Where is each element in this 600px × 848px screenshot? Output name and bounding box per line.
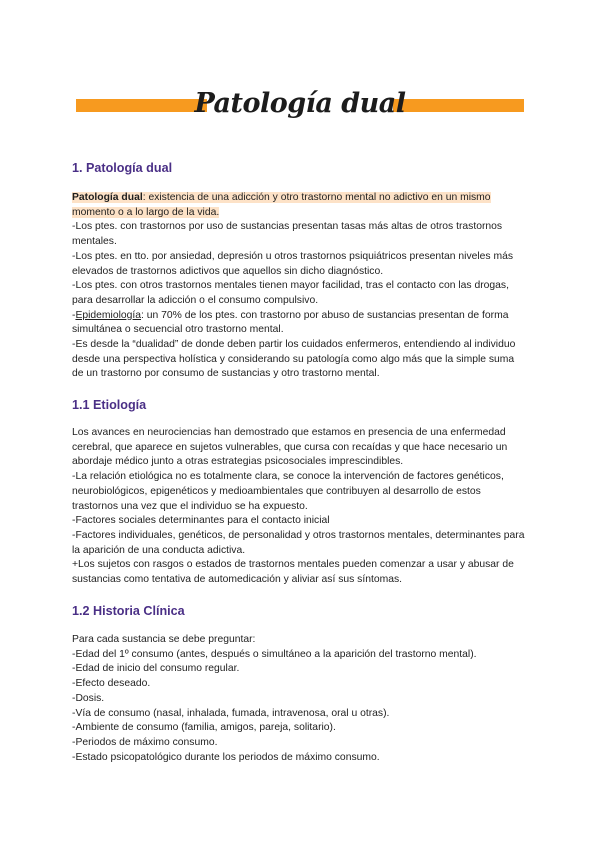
list-item: -Dosis.: [72, 692, 105, 704]
paragraph: -Los ptes. con otros trastornos mentales tienen mayor facilidad, tras el contacto con las drogas, para desarrollar la adicción o el consumo compulsivo.: [72, 280, 509, 306]
epidemiology-paragraph: [72, 309, 528, 338]
paragraph: -Es desde la “dualidad” de donde deben partir los cuidados enfermeros, entendiendo al individuo desde una perspectiva holística y considerando su patología como algo más que la simple suma de un trastorno por consumo de sustancias y otro trastorno mental.: [72, 339, 516, 380]
list-item: -Ambiente de consumo (familia, amigos, pareja, solitario).: [72, 722, 336, 734]
definition-term: Patología dual: [72, 192, 143, 203]
section-heading-patologia-dual: 1. Patología dual: [72, 161, 173, 175]
paragraph: -La relación etiológica no es totalmente clara, se conoce la intervención de factores genéticos, neurobiológicos, epigenéticos y medioambientales que contribuyen al desarrollo de estos trastornos una vez que el individuo se ha expuesto.: [72, 471, 504, 512]
paragraph: -Los ptes. con trastornos por uso de sustancias presentan tasas más altas de otros trastornos mentales.: [72, 221, 503, 248]
paragraph: Los avances en neurociencias han demostrado que estamos en presencia de una enfermedad cerebral, que aparece en sujetos vulnerables, que cursa con recaídas y que hace necesario un abordaje médico junto a otras estrategias psicosociales imprescindibles.: [72, 427, 508, 468]
section-heading-historia-clinica: 1.2 Historia Clínica: [72, 604, 185, 618]
section-body-patologia-dual: [72, 191, 528, 382]
epidemiology-term: Epidemiología: [75, 309, 142, 321]
title-banner: [76, 86, 524, 126]
section-body-historia-clinica: [72, 633, 528, 765]
list-item: -Vía de consumo (nasal, inhalada, fumada, intravenosa, oral u otras).: [72, 707, 390, 719]
list-item: -Estado psicopatológico durante los periodos de máximo consumo.: [72, 751, 380, 763]
definition-text-line1: : existencia de una adicción y otro trastorno mental no adictivo en un mismo: [142, 192, 491, 203]
section-body-etiologia: [72, 426, 528, 588]
list-item: -Periodos de máximo consumo.: [72, 736, 218, 748]
paragraph: +Los sujetos con rasgos o estados de trastornos mentales pueden comenzar a usar y abusar de sustancias como tentativa de automedicación y aliviar así sus síntomas.: [72, 559, 514, 586]
page-title: Patología dual: [194, 88, 406, 119]
paragraph: -Factores individuales, genéticos, de personalidad y otros trastornos mentales, determinantes para la aparición de una conducta adictiva.: [72, 529, 525, 556]
paragraph: -Factores sociales determinantes para el contacto inicial: [72, 515, 330, 527]
list-item: -Edad del 1º consumo (antes, después o simultáneo a la aparición del trastorno mental).: [72, 648, 477, 660]
paragraph: -Los ptes. en tto. por ansiedad, depresión u otros trastornos psiquiátricos presentan niveles más elevados de trastornos adictivos que aquellos sin dicho diagnóstico.: [72, 250, 514, 277]
epidemiology-text: : un 70% de los ptes. con trastorno por abuso de sustancias presentan de forma simultánea o secuencial otro trastorno mental.: [72, 309, 509, 336]
definition-text-line2: momento o a lo largo de la vida.: [72, 206, 220, 218]
section-heading-etiologia: 1.1 Etiología: [72, 398, 147, 412]
list-item: -Efecto deseado.: [72, 678, 151, 690]
list-item: -Edad de inicio del consumo regular.: [72, 663, 240, 675]
definition-paragraph: [72, 191, 528, 220]
list-item: Para cada sustancia se debe preguntar:: [72, 634, 256, 645]
epidemiology-prefix: -: [72, 309, 76, 321]
